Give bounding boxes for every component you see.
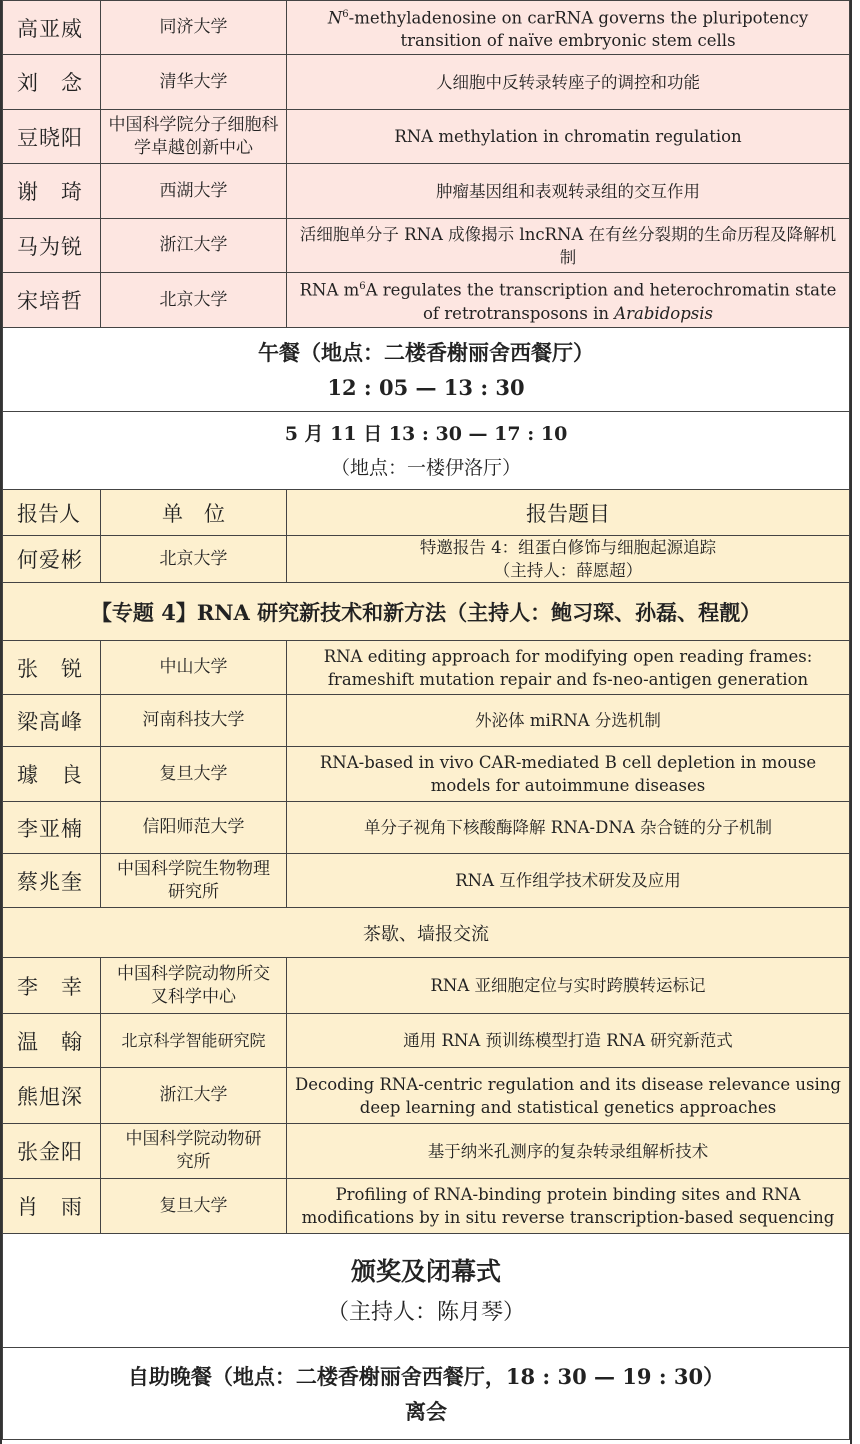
speaker-name: 璩 良: [3, 747, 101, 802]
talk-title: RNA 互作组学技术研发及应用: [287, 854, 850, 908]
table-row: [3, 55, 850, 110]
table-row: [3, 273, 850, 328]
talk-title: RNA methylation in chromatin regulation: [287, 110, 850, 164]
topic-text-b: A regulates the transcription and heterochromatin state of retrotransposons in: [365, 280, 837, 323]
talk-title: Decoding RNA-centric regulation and its disease relevance using deep learning and statistical genetics approaches: [287, 1068, 850, 1124]
table-row: [3, 802, 850, 854]
topic-italic: Arabidopsis: [614, 303, 713, 323]
speaker-unit: 中国科学院分子细胞科学卓越创新中心: [101, 110, 287, 164]
talk-title: 单分子视角下核酸酶降解 RNA-DNA 杂合链的分子机制: [287, 802, 850, 854]
dinner-row: [3, 1348, 850, 1440]
table-row: [3, 854, 850, 908]
award-host: （主持人：陈月琴）: [326, 1299, 525, 1325]
table-row: [3, 1179, 850, 1234]
speaker-unit: 河南科技大学: [101, 695, 287, 747]
table-row: [3, 164, 850, 219]
table-row: [3, 747, 850, 802]
speaker-unit: 中国科学院生物物理研究所: [101, 854, 287, 908]
speaker-unit: 北京科学智能研究院: [101, 1014, 287, 1068]
break-text: 茶歇、墙报交流: [3, 908, 850, 958]
talk-title: RNA editing approach for modifying open reading frames: frameshift mutation repair and fs-neo-antigen generation: [287, 641, 850, 695]
table-row: [3, 219, 850, 273]
table-row: [3, 1, 850, 55]
speaker-name: 李亚楠: [3, 802, 101, 854]
speaker-name: 张 锐: [3, 641, 101, 695]
keynote-host: （主持人：薛愿超）: [493, 561, 643, 580]
lunch-row: [3, 328, 850, 412]
speaker-name: 豆晓阳: [3, 110, 101, 164]
table-row: [3, 641, 850, 695]
keynote-row: [3, 536, 850, 583]
speaker-name: 何爱彬: [3, 536, 101, 583]
speaker-unit: 中国科学院动物所交叉科学中心: [101, 958, 287, 1014]
table-row: [3, 958, 850, 1014]
topic-italic-n: N: [327, 8, 343, 28]
talk-title: 外泌体 miRNA 分选机制: [287, 695, 850, 747]
dinner-title: 自助晚餐（地点：二楼香榭丽舍西餐厅，18 : 30 — 19 : 30）: [127, 1363, 725, 1389]
speaker-name: 谢 琦: [3, 164, 101, 219]
award-title: 颁奖及闭幕式: [350, 1256, 501, 1286]
talk-title: RNA 亚细胞定位与实时跨膜转运标记: [287, 958, 850, 1014]
speaker-unit: 浙江大学: [101, 1068, 287, 1124]
speaker-unit: 同济大学: [101, 1, 287, 55]
column-header-row: [3, 490, 850, 536]
speaker-name: 梁高峰: [3, 695, 101, 747]
award-row: [3, 1234, 850, 1348]
header-speaker: 报告人: [3, 490, 101, 536]
talk-title: 肿瘤基因组和表观转录组的交互作用: [287, 164, 850, 219]
speaker-name: 熊旭深: [3, 1068, 101, 1124]
table-row: [3, 110, 850, 164]
speaker-unit: 中国科学院动物研究所: [101, 1124, 287, 1179]
session-location: （地点：一楼伊洛厅）: [330, 456, 521, 479]
talk-title: Profiling of RNA-binding protein binding sites and RNA modifications by in situ reverse transcription-based sequencing: [287, 1179, 850, 1234]
track-row: [3, 583, 850, 641]
talk-title: [287, 536, 850, 583]
speaker-unit: 北京大学: [101, 536, 287, 583]
speaker-name: 高亚威: [3, 1, 101, 55]
schedule-table: [2, 0, 850, 1440]
table-row: [3, 1124, 850, 1179]
topic-text-a: RNA m: [299, 280, 360, 300]
speaker-name: 刘 念: [3, 55, 101, 110]
speaker-name: 肖 雨: [3, 1179, 101, 1234]
farewell-text: 离会: [405, 1398, 447, 1424]
break-row: [3, 908, 850, 958]
talk-title: RNA-based in vivo CAR-mediated B cell depletion in mouse models for autoimmune diseases: [287, 747, 850, 802]
table-row: [3, 1014, 850, 1068]
topic-sup: 6: [342, 8, 349, 20]
speaker-name: 宋培哲: [3, 273, 101, 328]
lunch-time: 12 : 05 — 13 : 30: [327, 374, 525, 400]
table-row: [3, 1068, 850, 1124]
speaker-name: 温 翰: [3, 1014, 101, 1068]
lunch-title: 午餐（地点：二楼香榭丽舍西餐厅）: [258, 339, 594, 365]
track-title: 【专题 4】RNA 研究新技术和新方法（主持人：鲍习琛、孙磊、程靓）: [3, 583, 850, 641]
talk-title: 活细胞单分子 RNA 成像揭示 lncRNA 在有丝分裂期的生命历程及降解机制: [287, 219, 850, 273]
speaker-unit: 清华大学: [101, 55, 287, 110]
topic-sup: 6: [359, 281, 366, 293]
talk-title: 人细胞中反转录转座子的调控和功能: [287, 55, 850, 110]
header-topic: 报告题目: [287, 490, 850, 536]
speaker-unit: 复旦大学: [101, 747, 287, 802]
talk-title: [287, 273, 850, 328]
table-row: [3, 695, 850, 747]
speaker-name: 蔡兆奎: [3, 854, 101, 908]
speaker-unit: 信阳师范大学: [101, 802, 287, 854]
speaker-name: 马为锐: [3, 219, 101, 273]
topic-text: -methyladenosine on carRNA governs the pluripotency transition of naïve embryonic stem cells: [348, 8, 809, 51]
session-row: [3, 412, 850, 490]
header-unit: 单 位: [101, 490, 287, 536]
speaker-unit: 复旦大学: [101, 1179, 287, 1234]
talk-title: 基于纳米孔测序的复杂转录组解析技术: [287, 1124, 850, 1179]
speaker-unit: 北京大学: [101, 273, 287, 328]
speaker-unit: 西湖大学: [101, 164, 287, 219]
keynote-title: 特邀报告 4：组蛋白修饰与细胞起源追踪: [419, 538, 717, 557]
speaker-name: 张金阳: [3, 1124, 101, 1179]
speaker-name: 李 幸: [3, 958, 101, 1014]
talk-title: [287, 1, 850, 55]
session-time: 5 月 11 日 13 : 30 — 17 : 10: [284, 422, 568, 445]
speaker-unit: 中山大学: [101, 641, 287, 695]
speaker-unit: 浙江大学: [101, 219, 287, 273]
talk-title: 通用 RNA 预训练模型打造 RNA 研究新范式: [287, 1014, 850, 1068]
